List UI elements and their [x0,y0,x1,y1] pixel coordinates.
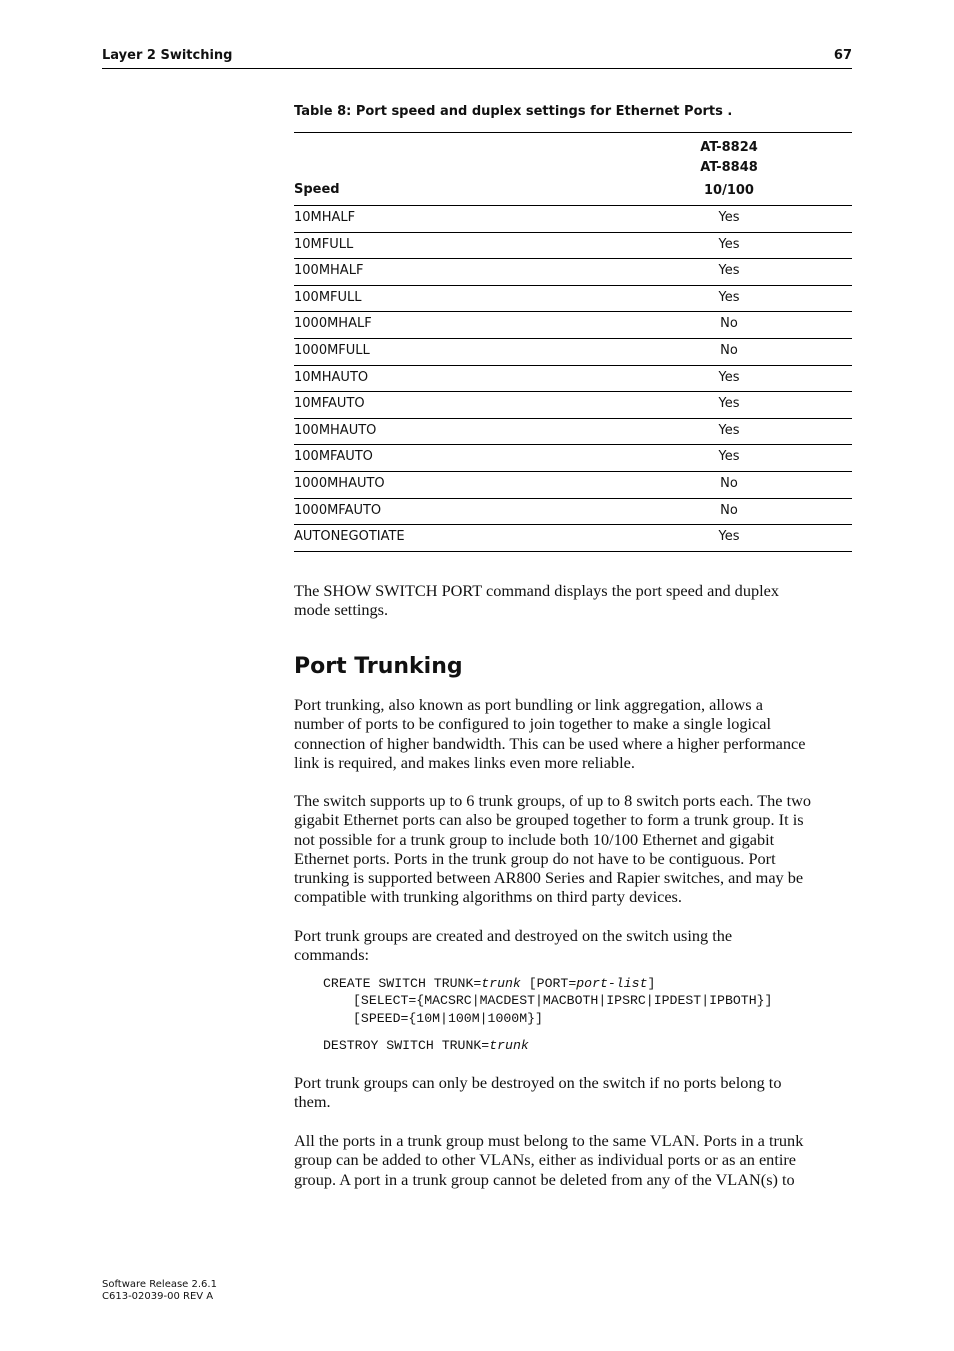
table-row [294,339,852,366]
table-row [294,312,852,339]
model-header-at8848: AT-8848 [700,160,758,175]
page-footer [102,1279,217,1303]
paragraph-commands-intro: Port trunk groups are created and destroyed on the switch using the commands: [294,926,733,965]
speed-setting: 100MFAUTO [294,449,373,465]
table-row [294,472,852,499]
support-value: Yes [718,236,740,252]
support-value: No [720,502,738,518]
code-create-switch-trunk: CREATE SWITCH TRUNK=trunk [PORT=port-list] [323,976,656,991]
speed-setting: 10MFAUTO [294,396,365,412]
speed-setting: 10MHAUTO [294,369,369,385]
code-select-option: [SELECT={MACSRC|MACDEST|MACBOTH|IPSRC|IPDEST|IPBOTH}] [353,993,773,1008]
section-heading-port-trunking: Port Trunking [294,654,463,679]
support-value: Yes [718,529,740,545]
paragraph-show-switch-port: The SHOW SWITCH PORT command displays the port speed and duplex mode settings. [294,581,779,620]
support-value: Yes [718,263,740,279]
page-number: 67 [833,48,852,63]
footer-doc-id: C613-02039-00 REV A [102,1291,214,1302]
support-value: Yes [718,289,740,305]
paragraph-destroy-note: Port trunk groups can only be destroyed on the switch if no ports belong to them. [294,1073,782,1112]
speed-setting: 100MHAUTO [294,422,377,438]
header-title: Layer 2 Switching [102,48,233,63]
table-row [294,233,852,260]
table-row [294,366,852,393]
support-value: No [720,475,738,491]
speed-setting: 100MFULL [294,289,362,305]
table-row [294,392,852,419]
paragraph-vlan-membership: All the ports in a trunk group must belong to the same VLAN. Ports in a trunk group can be added to other VLANs, either as individual ports or as an entire group. A port in a trunk group cannot be deleted from any of the VLAN(s) to [294,1131,804,1189]
support-value: Yes [718,449,740,465]
model-header-at8824: AT-8824 [700,140,758,155]
speed-duplex-table [294,132,852,552]
port-type-header: 10/100 [704,183,754,198]
speed-setting: 1000MFAUTO [294,502,382,518]
table-row [294,445,852,472]
table-header [294,133,852,206]
speed-setting: 10MFULL [294,236,354,252]
speed-setting: 1000MHALF [294,316,372,332]
paragraph-port-trunking-intro: Port trunking, also known as port bundling or link aggregation, allows a number of ports to be configured to join together to make a single logical connection of higher bandwidth. This can be used where a higher performance link is required, and makes links even more reliable. [294,695,806,772]
table-caption: Table 8: Port speed and duplex settings for Ethernet Ports . [294,104,733,119]
support-value: Yes [718,369,740,385]
table-row [294,419,852,446]
speed-column-header: Speed [294,182,340,197]
support-value: Yes [718,422,740,438]
support-value: Yes [718,210,740,225]
speed-setting: 1000MHAUTO [294,475,385,491]
table-row [294,206,852,233]
support-value: Yes [718,396,740,412]
speed-setting: 1000MFULL [294,342,370,358]
support-value: No [720,342,738,358]
table-body [294,206,852,552]
code-speed-option: [SPEED={10M|100M|1000M}] [353,1011,543,1026]
table-row [294,499,852,526]
footer-release: Software Release 2.6.1 [102,1279,217,1290]
table-row [294,525,852,552]
speed-setting: 10MHALF [294,210,356,225]
speed-setting: 100MHALF [294,263,364,279]
page-header [102,48,852,69]
support-value: No [720,316,738,332]
paragraph-trunk-groups: The switch supports up to 6 trunk groups, of up to 8 switch ports each. The two gigabit Ethernet ports can also be grouped together to form a trunk group. It is not possible for a trunk group to include both 10/100 Ethernet and gigabit Ethernet ports. Ports in the trunk group do not have to be contiguous. Port trunking is supported between AR800 Series and Rapier switches, and may be compatible with trunking algorithms on third party devices. [294,791,812,907]
table-row [294,286,852,313]
table-row [294,259,852,286]
code-destroy-switch-trunk: DESTROY SWITCH TRUNK=trunk [323,1038,529,1053]
speed-setting: AUTONEGOTIATE [294,529,405,545]
